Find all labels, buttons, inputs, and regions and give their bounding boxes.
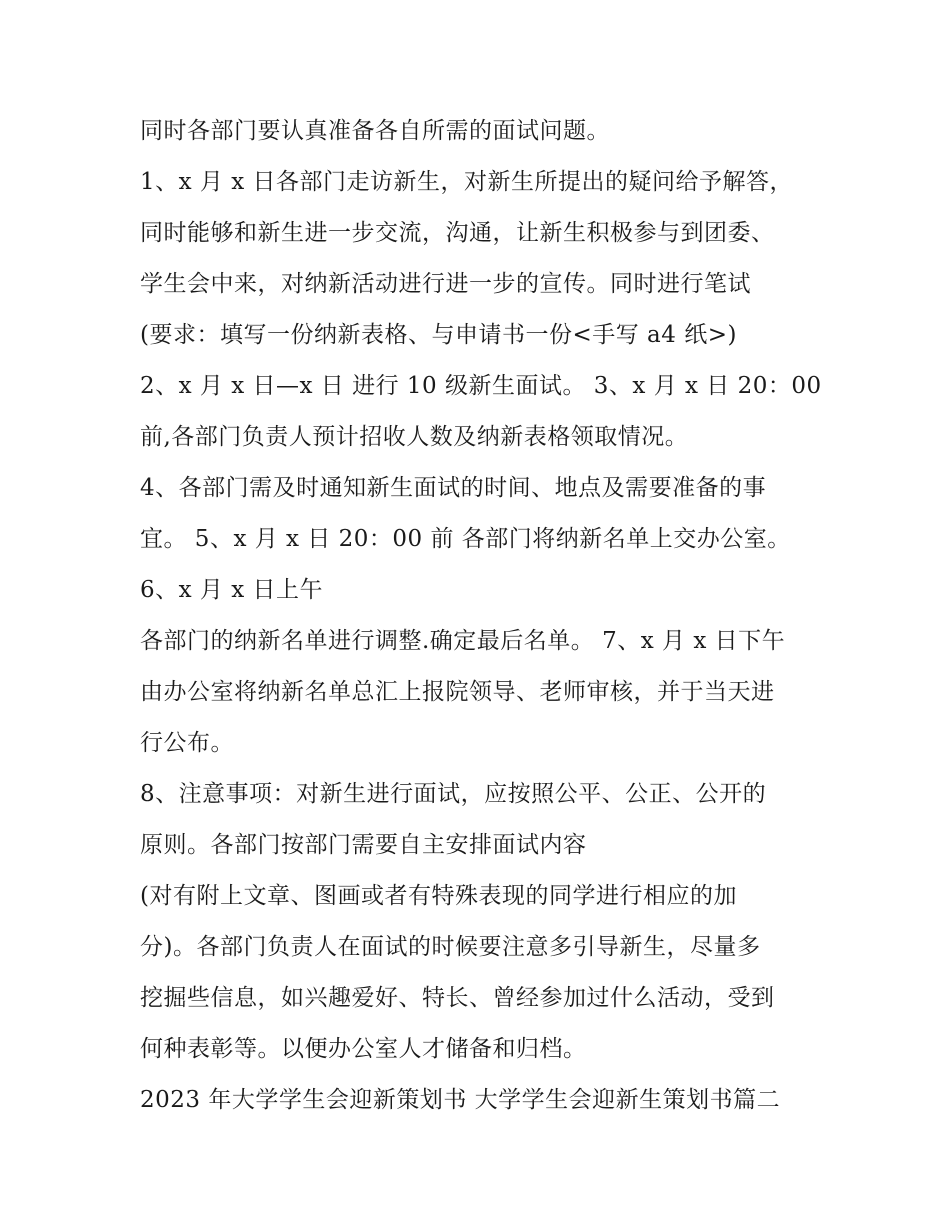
- text-line: 何种表彰等。以便办公室人才储备和归档。: [140, 1036, 587, 1062]
- text-line: 原则。各部门按部门需要自主安排面试内容: [140, 832, 587, 858]
- text-line: 同时各部门要认真准备各自所需的面试问题。: [140, 118, 610, 144]
- text-line: 6、x 月 x 日上午: [140, 577, 324, 603]
- text-line: 学生会中来，对纳新活动进行进一步的宣传。同时进行笔试: [140, 271, 751, 297]
- text-line: (要求：填写一份纳新表格、与申请书一份<手写 a4 纸>): [140, 322, 737, 348]
- text-line: 挖掘些信息，如兴趣爱好、特长、曾经参加过什么活动，受到: [140, 985, 775, 1011]
- text-line: 1、x 月 x 日各部门走访新生，对新生所提出的疑问给予解答，: [140, 169, 794, 195]
- text-line: 4、各部门需及时通知新生面试的时间、地点及需要准备的事: [140, 475, 767, 501]
- text-line: 8、注意事项：对新生进行面试，应按照公平、公正、公开的: [140, 781, 767, 807]
- document-body: [140, 106, 830, 1126]
- text-line: (对有附上文章、图画或者有特殊表现的同学进行相应的加: [140, 883, 737, 909]
- text-line: 分)。各部门负责人在面试的时候要注意多引导新生，尽量多: [140, 934, 761, 960]
- text-line: 宜。 5、x 月 x 日 20：00 前 各部门将纳新名单上交办公室。: [140, 526, 791, 552]
- text-line: 前,各部门负责人预计招收人数及纳新表格领取情况。: [140, 424, 689, 450]
- text-line: 同时能够和新生进一步交流，沟通，让新生积极参与到团委、: [140, 220, 775, 246]
- text-line: 行公布。: [140, 730, 234, 756]
- text-line: 由办公室将纳新名单总汇上报院领导、老师审核，并于当天进: [140, 679, 775, 705]
- text-line: 2、x 月 x 日—x 日 进行 10 级新生面试。 3、x 月 x 日 20：00: [140, 373, 822, 399]
- text-line: 各部门的纳新名单进行调整.确定最后名单。 7、x 月 x 日下午: [140, 628, 786, 654]
- text-line: 2023 年大学学生会迎新策划书 大学学生会迎新生策划书篇二: [140, 1087, 781, 1113]
